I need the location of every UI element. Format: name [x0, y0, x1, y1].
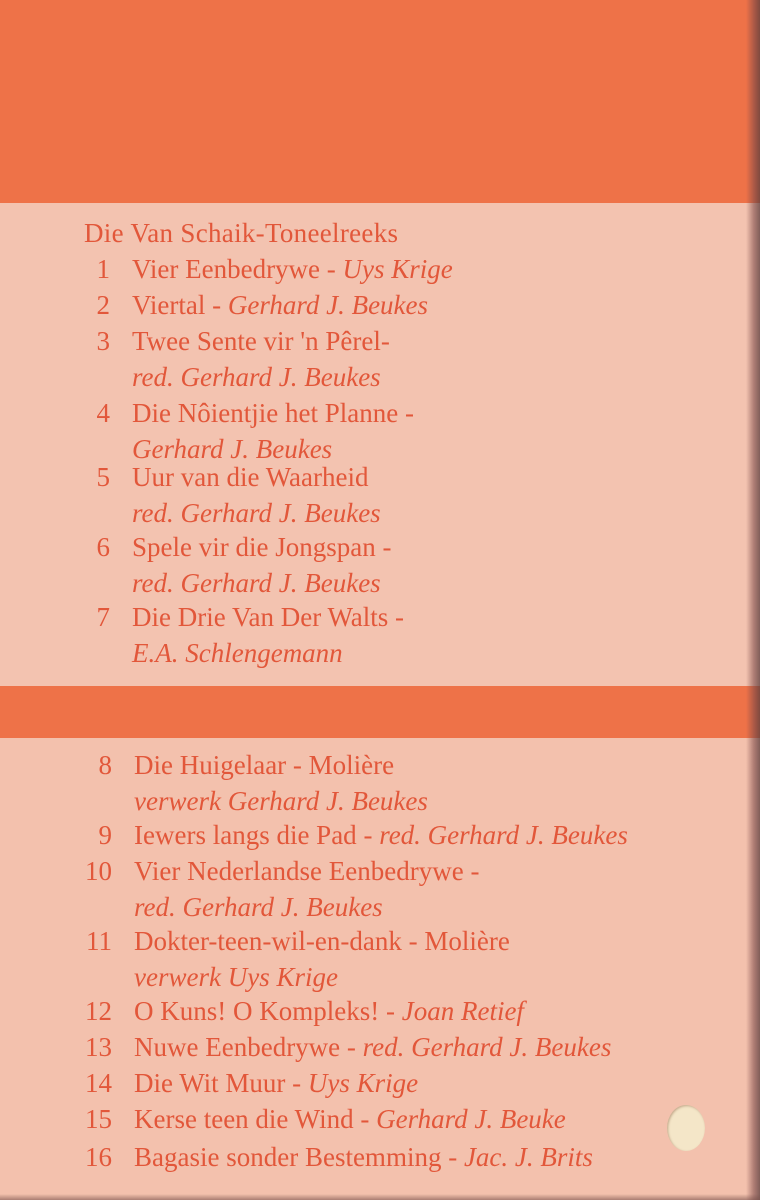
entry-number: 11 — [86, 926, 112, 956]
entry-number: 7 — [96, 602, 110, 632]
entry-title: O Kuns! O Kompleks! — [134, 996, 380, 1026]
entry-author: Jac. J. Brits — [463, 1142, 593, 1172]
entry-number: 1 — [96, 254, 110, 284]
entry-author: Uys Krige — [342, 254, 453, 284]
entry-separator: - — [205, 290, 228, 320]
entry-author: verwerk Uys Krige — [134, 962, 338, 992]
entry-number: 4 — [96, 398, 110, 428]
entry-separator: - — [356, 820, 380, 850]
entry-title: Die Wit Muur — [134, 1068, 286, 1098]
entry-author: Uys Krige — [307, 1068, 419, 1098]
entry-title: Die Nôientjie het Planne — [132, 398, 399, 428]
entry-author: Joan Retief — [401, 996, 524, 1026]
entry-number: 15 — [85, 1104, 112, 1134]
entry-author: Gerhard J. Beukes — [227, 290, 429, 320]
entry-author: red. Gerhard J. Beukes — [132, 498, 381, 528]
entry-title: Die Drie Van Der Walts — [132, 602, 389, 632]
entry-author: red. Gerhard J. Beukes — [132, 362, 381, 392]
bottom-edge — [0, 1194, 760, 1200]
entry-separator: - — [380, 326, 390, 356]
entry-title: Nuwe Eenbedrywe — [134, 1032, 341, 1062]
entry-title: Vier Nederlandse Eenbedrywe — [134, 856, 464, 886]
entry-title: Die Huigelaar - Molière — [134, 750, 395, 780]
entry-title: Iewers langs die Pad — [134, 820, 357, 850]
entry-author: Gerhard J. Beuke — [376, 1104, 566, 1134]
entry-author: verwerk Gerhard J. Beukes — [134, 786, 428, 816]
entry-separator: - — [375, 532, 392, 562]
entry-number: 10 — [85, 856, 112, 886]
punch-hole — [667, 1105, 705, 1151]
entry-title: Uur van die Waarheid — [132, 462, 369, 492]
middle-orange-band — [0, 686, 760, 738]
entry-number: 8 — [98, 750, 112, 780]
entry-title: Vier Eenbedrywe — [132, 254, 321, 284]
entry-separator: - — [285, 1068, 308, 1098]
entry-number: 14 — [85, 1068, 112, 1098]
series-title: Die Van Schaik-Toneelreeks — [84, 218, 399, 248]
entry-number: 9 — [98, 820, 112, 850]
entry-separator: - — [353, 1104, 377, 1134]
entry-separator: - — [340, 1032, 363, 1062]
entry-title: Spele vir die Jongspan — [132, 532, 376, 562]
entry-title: Bagasie sonder Bestemming — [134, 1142, 442, 1172]
entry-separator: - — [463, 856, 480, 886]
entry-separator: - — [441, 1142, 464, 1172]
entry-title: Viertal — [132, 290, 206, 320]
entry-number: 16 — [85, 1142, 112, 1172]
entry-author: Gerhard J. Beukes — [132, 434, 333, 464]
entry-number: 5 — [96, 462, 110, 492]
top-orange-band — [0, 0, 760, 203]
entry-number: 2 — [96, 290, 110, 320]
entry-number: 3 — [96, 326, 110, 356]
entry-separator: - — [398, 398, 414, 428]
entry-number: 6 — [96, 532, 110, 562]
entry-number: 12 — [85, 996, 112, 1026]
spine-edge — [746, 0, 760, 1200]
entry-author: red. Gerhard J. Beukes — [379, 820, 628, 850]
entry-author: red. Gerhard J. Beukes — [132, 568, 381, 598]
entry-separator: - — [379, 996, 402, 1026]
entry-author: red. Gerhard J. Beukes — [134, 892, 383, 922]
entry-title: Kerse teen die Wind — [134, 1104, 354, 1134]
entry-separator: - — [388, 602, 405, 632]
entry-title: Twee Sente vir 'n Pêrel — [132, 326, 381, 356]
entry-author: E.A. Schlengemann — [132, 638, 343, 668]
entry-title: Dokter-teen-wil-en-dank - Molière — [134, 926, 510, 956]
entry-number: 13 — [85, 1032, 112, 1062]
entry-separator: - — [320, 254, 343, 284]
entry-author: red. Gerhard J. Beukes — [362, 1032, 612, 1062]
